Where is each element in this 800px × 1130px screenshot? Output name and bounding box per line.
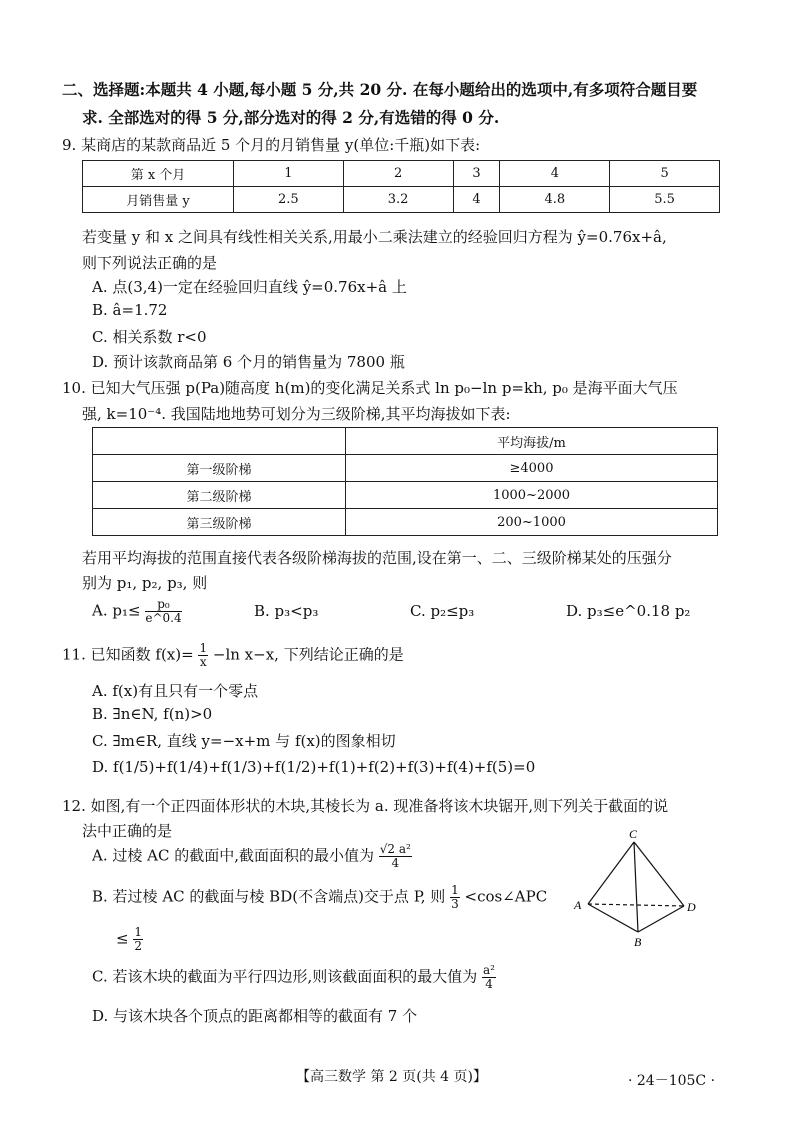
q11-stem-pre: 11. 已知函数 f(x)= (62, 645, 194, 664)
vertex-label-b: B (634, 935, 642, 948)
tetrahedron-figure (566, 828, 706, 948)
q10-stem1: 10. 已知大气压强 p(Pa)随高度 h(m)的变化满足关系式 ln p₀−ln p=kh, p₀ 是海平面大气压 (62, 379, 678, 397)
q12-option-c (92, 964, 496, 991)
vertex-label-d: D (687, 900, 696, 914)
q9-table-cell: 1 (234, 161, 344, 187)
q9-table-cell: 5 (610, 161, 720, 187)
q10-option-a-den: e^0.4 (145, 611, 182, 625)
q10-table-header: 平均海拔/m (346, 428, 718, 455)
q9-table-row1-label: 第 x 个月 (83, 161, 234, 187)
q9-option-d: D. 预计该款商品第 6 个月的销售量为 7800 瓶 (92, 353, 405, 371)
q10-table-row-value: ≥4000 (346, 455, 718, 482)
q9-table-cell: 3.2 (343, 187, 453, 213)
q10-option-a (92, 598, 182, 625)
q11-option-b: B. ∃n∈N, f(n)>0 (92, 705, 213, 723)
q12-option-b (92, 884, 547, 911)
q12-option-b-num1: 1 (451, 883, 459, 897)
q10-table-corner (93, 428, 346, 455)
edge-cb (634, 842, 638, 932)
q12-option-c-num: a² (483, 963, 495, 977)
section-header-line2: 求. 全部选对的得 5 分,部分选对的得 2 分,有选错的得 0 分. (82, 108, 500, 127)
q10-text1: 若用平均海拔的范围直接代表各级阶梯海拔的范围,设在第一、二、三级阶梯某处的压强分 (82, 549, 672, 567)
footer-code: · 24－105C · (628, 1073, 716, 1089)
q9-table (82, 160, 720, 213)
q10-option-a-pre: A. p₁≤ (92, 601, 141, 620)
q11-stem-fraction (198, 642, 208, 669)
section-header-line1: 二、选择题:本题共 4 小题,每小题 5 分,共 20 分. 在每小题给出的选项中,有多项符合题目要 (62, 80, 698, 99)
q12-option-a-num: √2 a² (379, 842, 411, 856)
q12-option-b-fraction1 (450, 884, 460, 911)
q9-table-cell: 3 (453, 161, 500, 187)
q9-text1: 若变量 y 和 x 之间具有线性相关关系,用最小二乘法建立的经验回归方程为 ŷ=0.76x+â, (82, 228, 667, 246)
q9-text2: 则下列说法正确的是 (82, 254, 218, 272)
q12-option-c-den: 4 (485, 977, 493, 991)
q11-option-a: A. f(x)有且只有一个零点 (92, 682, 259, 700)
q11-stem-num: 1 (199, 641, 208, 655)
edge-cd (634, 842, 684, 906)
q12-option-b-pre: B. 若过棱 AC 的截面与棱 BD(不含端点)交于点 P, 则 (92, 887, 446, 906)
q10-table-row-value: 1000~2000 (346, 482, 718, 509)
q12-option-c-pre: C. 若该木块的截面为平行四边形,则该截面面积的最大值为 (92, 967, 478, 986)
q12-stem2: 法中正确的是 (82, 822, 173, 840)
q12-option-b-num2: 1 (134, 925, 142, 939)
q10-table-row-value: 200~1000 (346, 509, 718, 536)
q9-option-c: C. 相关系数 r<0 (92, 328, 207, 346)
q10-option-a-fraction (145, 598, 181, 625)
q11-option-d: D. f(1/5)+f(1/4)+f(1/3)+f(1/2)+f(1)+f(2)+f(3)+f(4)+f(5)=0 (92, 758, 536, 776)
vertex-label-c: C (629, 828, 638, 841)
edge-ca (588, 842, 634, 904)
q12-option-d: D. 与该木块各个顶点的距离都相等的截面有 7 个 (92, 1007, 418, 1025)
q9-table-cell: 5.5 (610, 187, 720, 213)
q12-stem1: 12. 如图,有一个正四面体形状的木块,其棱长为 a. 现准备将该木块锯开,则下列关于截面的说 (62, 797, 669, 815)
q12-option-a-den: 4 (391, 856, 400, 870)
q9-table-cell: 2.5 (234, 187, 344, 213)
q10-table-row-label: 第一级阶梯 (93, 455, 346, 482)
q12-option-b-line2 (116, 926, 143, 953)
q10-option-c: C. p₂≤p₃ (410, 602, 475, 620)
vertex-label-a: A (574, 898, 582, 912)
q12-option-a (92, 843, 412, 870)
q12-option-b-den1: 3 (451, 897, 459, 911)
q9-option-b: B. â=1.72 (92, 301, 168, 319)
q11-stem (62, 642, 404, 669)
q12-option-c-fraction (482, 964, 496, 991)
edge-ab (588, 904, 638, 932)
q10-table-row-label: 第二级阶梯 (93, 482, 346, 509)
q12-option-a-pre: A. 过棱 AC 的截面中,截面面积的最小值为 (92, 846, 374, 865)
q9-option-a: A. 点(3,4)一定在经验回归直线 ŷ=0.76x+â 上 (92, 278, 407, 296)
q11-stem-post: −ln x−x, 下列结论正确的是 (212, 645, 404, 664)
q9-table-row2-label: 月销售量 y (83, 187, 234, 213)
q11-stem-den: x (199, 655, 207, 669)
q12-option-a-fraction (379, 843, 412, 870)
q10-text2: 别为 p₁, p₂, p₃, 则 (82, 574, 208, 592)
q9-stem: 9. 某商店的某款商品近 5 个月的月销售量 y(单位:千瓶)如下表: (62, 136, 481, 154)
q12-option-b-line2-pre: ≤ (116, 929, 129, 948)
q9-table-cell: 4.8 (500, 187, 610, 213)
q10-stem2: 强, k=10⁻⁴. 我国陆地地势可划分为三级阶梯,其平均海拔如下表: (82, 405, 511, 423)
q12-option-b-fraction2 (133, 926, 143, 953)
q9-table-cell: 4 (453, 187, 500, 213)
q11-option-c: C. ∃m∈R, 直线 y=−x+m 与 f(x)的图象相切 (92, 732, 396, 750)
q9-table-cell: 2 (343, 161, 453, 187)
q9-table-cell: 4 (500, 161, 610, 187)
q10-option-a-num: p₀ (145, 598, 181, 612)
footer-page-info: 【高三数学 第 2 页(共 4 页)】 (296, 1069, 487, 1085)
q10-option-d: D. p₃≤e^0.18 p₂ (566, 602, 691, 620)
q12-option-b-den2: 2 (134, 939, 142, 953)
edge-ad-hidden (588, 904, 684, 906)
edge-bd (638, 906, 684, 932)
q10-table-row-label: 第三级阶梯 (93, 509, 346, 536)
q10-table (92, 427, 718, 536)
q12-option-b-mid: <cos∠APC (464, 887, 548, 906)
q10-option-b: B. p₃<p₃ (254, 602, 319, 620)
